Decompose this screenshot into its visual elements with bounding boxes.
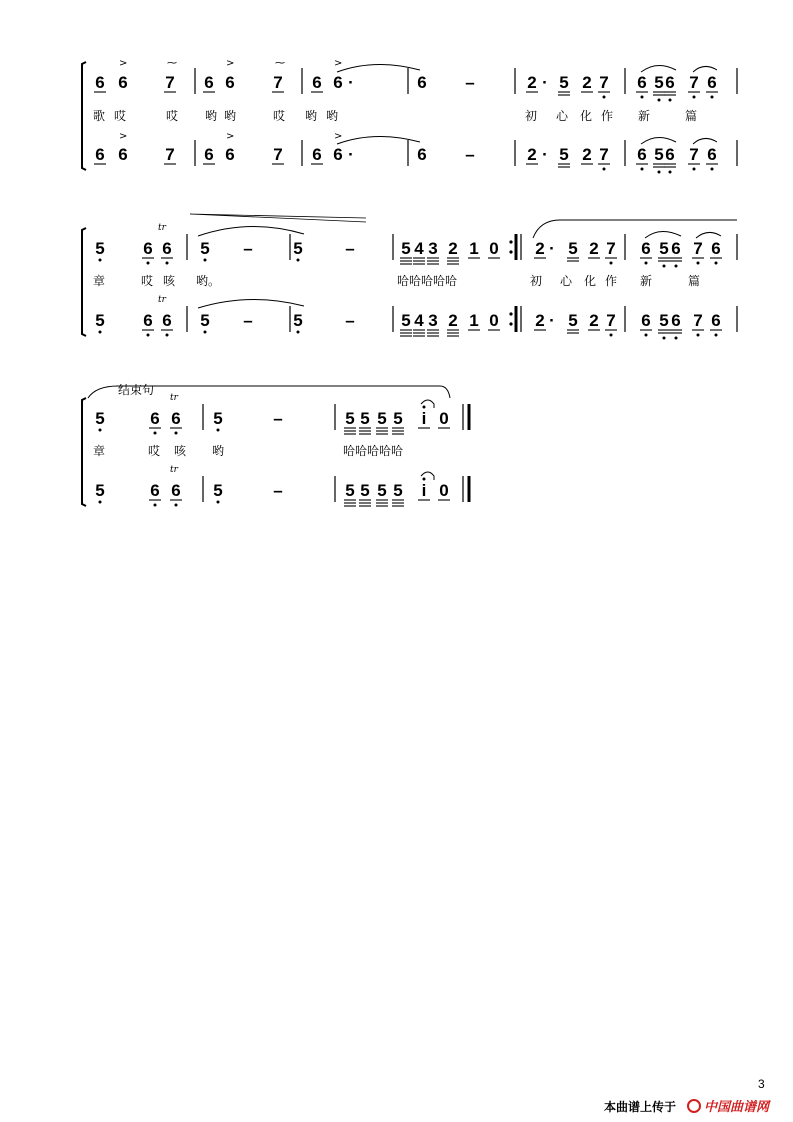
note-2: 2	[582, 145, 592, 164]
note-6: 6	[225, 73, 235, 92]
low-octave-dot	[610, 262, 613, 265]
site-logo[interactable]	[688, 1099, 772, 1115]
final-barline	[463, 404, 469, 502]
note-5: 5	[95, 481, 105, 500]
note-6: 6	[143, 311, 153, 330]
note-6: 6	[671, 311, 681, 330]
repeat-sign	[509, 234, 521, 332]
note-3: 3	[428, 311, 438, 330]
lyric-syllable: 篇	[685, 109, 698, 123]
page-number: 3	[758, 1077, 765, 1091]
high-octave-dot	[423, 406, 426, 409]
lyric-syllable: 哟	[224, 109, 237, 123]
note-7: 7	[606, 239, 616, 258]
staff-top-notes	[95, 406, 450, 435]
low-octave-dot	[711, 96, 714, 99]
note-6: 6	[312, 145, 322, 164]
note-5: 5	[213, 409, 223, 428]
lyric-syllable: 歌	[93, 109, 106, 123]
lyric-syllable: 新	[638, 109, 651, 123]
note-5: 5	[345, 481, 355, 500]
lyric-syllable: 哈哈哈哈哈	[343, 444, 404, 458]
low-octave-dot	[204, 259, 207, 262]
accent-mark: >	[226, 131, 235, 142]
note-6: 6	[665, 145, 675, 164]
note-6: 6	[641, 311, 651, 330]
note-0: 0	[439, 409, 449, 428]
low-octave-dot	[715, 334, 718, 337]
accent-mark: >	[119, 58, 128, 69]
low-octave-dot	[166, 262, 169, 265]
low-octave-dot	[658, 171, 661, 174]
note-6: 6	[333, 145, 343, 164]
note-5: 5	[293, 311, 303, 330]
note-dash: –	[345, 239, 355, 258]
low-octave-dot	[641, 96, 644, 99]
note-7: 7	[693, 239, 703, 258]
staff-top-notes	[95, 239, 722, 268]
high-octave-dot	[423, 478, 426, 481]
low-octave-dot	[715, 262, 718, 265]
note-6: 6	[671, 239, 681, 258]
note-6: 6	[707, 73, 717, 92]
low-octave-dot	[166, 334, 169, 337]
lyric-syllable: 哈哈哈哈哈	[397, 274, 458, 288]
note-5: 5	[393, 481, 403, 500]
low-octave-dot	[99, 331, 102, 334]
trill-mark: tr	[158, 223, 166, 233]
mordent-mark: ⁓	[167, 58, 177, 69]
note-6: 6	[204, 73, 214, 92]
trill-mark: tr	[170, 393, 178, 403]
mordent-mark: ⁓	[275, 58, 285, 69]
lyric-syllable: 新	[640, 274, 653, 288]
system-bracket	[82, 62, 86, 170]
note-6: 6	[665, 73, 675, 92]
footer-upload-text: 本曲谱上传于	[604, 1100, 677, 1114]
lyric-syllable: 咳	[163, 274, 176, 288]
note-1: 1	[469, 239, 479, 258]
slur	[533, 220, 737, 238]
note-7: 7	[689, 145, 699, 164]
note-5: 5	[293, 239, 303, 258]
note-7: 7	[693, 311, 703, 330]
note-dot: ·	[542, 73, 548, 92]
note-6: 6	[417, 73, 427, 92]
low-octave-dot	[99, 429, 102, 432]
low-octave-dot	[711, 168, 714, 171]
note-6: 6	[641, 239, 651, 258]
note-7: 7	[165, 73, 175, 92]
note-dash: –	[273, 481, 283, 500]
low-octave-dot	[217, 429, 220, 432]
lyric-syllable: 化	[584, 274, 597, 288]
lyric-syllable: 哎	[273, 109, 286, 123]
system-bracket	[82, 228, 86, 336]
note-2: 2	[448, 311, 458, 330]
note-dash: –	[345, 311, 355, 330]
low-octave-dot	[645, 262, 648, 265]
lyric-syllable: 心	[556, 109, 569, 123]
note-0: 0	[489, 311, 499, 330]
note-6: 6	[417, 145, 427, 164]
note-5: 5	[401, 239, 411, 258]
note-6: 6	[150, 481, 160, 500]
note-6: 6	[711, 239, 721, 258]
low-octave-dot	[297, 331, 300, 334]
note-dot: ·	[549, 239, 555, 258]
lyric-syllable: 哟。	[196, 274, 221, 288]
note-5: 5	[401, 311, 411, 330]
note-7: 7	[599, 73, 609, 92]
low-octave-dot	[658, 99, 661, 102]
slur	[198, 226, 304, 236]
system-3	[82, 382, 469, 507]
trill-mark: tr	[170, 465, 178, 475]
hairpin	[190, 214, 366, 222]
note-3: 3	[428, 239, 438, 258]
lyric-syllable: 哎	[114, 109, 127, 123]
note-6: 6	[204, 145, 214, 164]
note-5: 5	[654, 73, 664, 92]
low-octave-dot	[641, 168, 644, 171]
staff-lyrics	[93, 443, 403, 458]
note-5: 5	[377, 409, 387, 428]
slur	[641, 137, 676, 144]
note-6: 6	[143, 239, 153, 258]
note-6: 6	[637, 73, 647, 92]
slur	[693, 66, 717, 72]
note-6: 6	[162, 311, 172, 330]
lyric-syllable: 咳	[174, 444, 187, 458]
note-6: 6	[118, 73, 128, 92]
staff-bottom-notes	[95, 311, 722, 340]
trill-mark: tr	[158, 295, 166, 305]
system-bracket	[82, 398, 86, 506]
low-octave-dot	[154, 432, 157, 435]
note-2: 2	[582, 73, 592, 92]
lyric-syllable: 作	[601, 109, 614, 123]
note-5: 5	[568, 311, 578, 330]
note-5: 5	[654, 145, 664, 164]
system-1	[82, 58, 737, 174]
lyric-syllable: 哟	[205, 109, 218, 123]
system-2	[82, 214, 737, 340]
note-dot: ·	[549, 311, 555, 330]
note-5: 5	[95, 311, 105, 330]
low-octave-dot	[697, 262, 700, 265]
slur	[641, 65, 676, 72]
note-6: 6	[225, 145, 235, 164]
note-5: 5	[393, 409, 403, 428]
note-dash: –	[243, 239, 253, 258]
note-2: 2	[589, 239, 599, 258]
note-dash: –	[465, 145, 475, 164]
lyric-syllable: 篇	[688, 274, 701, 288]
lyric-syllable: 哟	[305, 109, 318, 123]
low-octave-dot	[675, 337, 678, 340]
note-6: 6	[95, 73, 105, 92]
barlines	[187, 234, 737, 332]
slur	[198, 299, 304, 308]
low-octave-dot	[697, 334, 700, 337]
note-1: 1	[469, 311, 479, 330]
site-logo-text: 中国曲谱网	[704, 1100, 770, 1115]
low-octave-dot	[99, 501, 102, 504]
note-6: 6	[637, 145, 647, 164]
note-4: 4	[414, 239, 424, 258]
low-octave-dot	[147, 334, 150, 337]
lyric-syllable: 哟	[326, 109, 339, 123]
low-octave-dot	[204, 331, 207, 334]
low-octave-dot	[663, 337, 666, 340]
staff-lyrics	[93, 273, 700, 288]
accent-mark: >	[334, 58, 343, 69]
lyric-syllable: 章	[93, 444, 106, 458]
low-octave-dot	[663, 265, 666, 268]
note-6: 6	[707, 145, 717, 164]
low-octave-dot	[175, 432, 178, 435]
low-octave-dot	[297, 259, 300, 262]
note-dash: –	[465, 73, 475, 92]
note-2: 2	[535, 239, 545, 258]
note-5: 5	[95, 409, 105, 428]
note-6: 6	[150, 409, 160, 428]
accent-mark: >	[119, 131, 128, 142]
lyric-syllable: 哎	[141, 274, 154, 288]
note-2: 2	[589, 311, 599, 330]
note-5: 5	[360, 481, 370, 500]
note-dot: ·	[542, 145, 548, 164]
slur	[693, 138, 717, 144]
low-octave-dot	[603, 96, 606, 99]
note-dot: ·	[348, 73, 354, 92]
note-dash: –	[273, 409, 283, 428]
note-2: 2	[448, 239, 458, 258]
low-octave-dot	[217, 501, 220, 504]
note-6: 6	[171, 481, 181, 500]
note-5: 5	[377, 481, 387, 500]
note-5: 5	[200, 311, 210, 330]
ending-annotation: 结束句	[118, 383, 155, 397]
note-6: 6	[171, 409, 181, 428]
slur	[645, 231, 681, 238]
note-0: 0	[489, 239, 499, 258]
low-octave-dot	[154, 504, 157, 507]
staff-bottom-notes	[95, 478, 450, 507]
note-i: i	[421, 481, 427, 500]
note-5: 5	[345, 409, 355, 428]
lyric-syllable: 作	[605, 274, 618, 288]
note-6: 6	[162, 239, 172, 258]
low-octave-dot	[693, 96, 696, 99]
note-7: 7	[606, 311, 616, 330]
note-5: 5	[659, 239, 669, 258]
note-dash: –	[243, 311, 253, 330]
note-5: 5	[659, 311, 669, 330]
staff-lyrics	[93, 108, 697, 123]
lyric-syllable: 初	[530, 274, 543, 288]
lyric-syllable: 哎	[148, 444, 161, 458]
note-7: 7	[165, 145, 175, 164]
low-octave-dot	[99, 259, 102, 262]
accent-mark: >	[226, 58, 235, 69]
note-5: 5	[568, 239, 578, 258]
lyric-syllable: 哟	[212, 444, 225, 458]
note-5: 5	[559, 73, 569, 92]
slur	[696, 232, 721, 238]
low-octave-dot	[693, 168, 696, 171]
note-5: 5	[559, 145, 569, 164]
low-octave-dot	[669, 99, 672, 102]
logo-mark-icon	[688, 1100, 700, 1112]
note-7: 7	[599, 145, 609, 164]
note-6: 6	[118, 145, 128, 164]
note-i: i	[421, 409, 427, 428]
note-6: 6	[312, 73, 322, 92]
note-5: 5	[360, 409, 370, 428]
low-octave-dot	[669, 171, 672, 174]
low-octave-dot	[610, 334, 613, 337]
accent-mark: >	[334, 131, 343, 142]
note-5: 5	[213, 481, 223, 500]
note-7: 7	[273, 145, 283, 164]
note-5: 5	[95, 239, 105, 258]
lyric-syllable: 章	[93, 274, 106, 288]
note-4: 4	[414, 311, 424, 330]
low-octave-dot	[645, 334, 648, 337]
note-7: 7	[689, 73, 699, 92]
lyric-syllable: 心	[560, 274, 573, 288]
note-7: 7	[273, 73, 283, 92]
low-octave-dot	[675, 265, 678, 268]
low-octave-dot	[603, 168, 606, 171]
note-5: 5	[200, 239, 210, 258]
note-6: 6	[333, 73, 343, 92]
low-octave-dot	[175, 504, 178, 507]
note-2: 2	[535, 311, 545, 330]
note-0: 0	[439, 481, 449, 500]
note-2: 2	[527, 145, 537, 164]
note-6: 6	[711, 311, 721, 330]
lyric-syllable: 化	[580, 109, 593, 123]
lyric-syllable: 哎	[166, 109, 179, 123]
note-dot: ·	[348, 145, 354, 164]
note-2: 2	[527, 73, 537, 92]
low-octave-dot	[147, 262, 150, 265]
lyric-syllable: 初	[525, 109, 538, 123]
note-6: 6	[95, 145, 105, 164]
